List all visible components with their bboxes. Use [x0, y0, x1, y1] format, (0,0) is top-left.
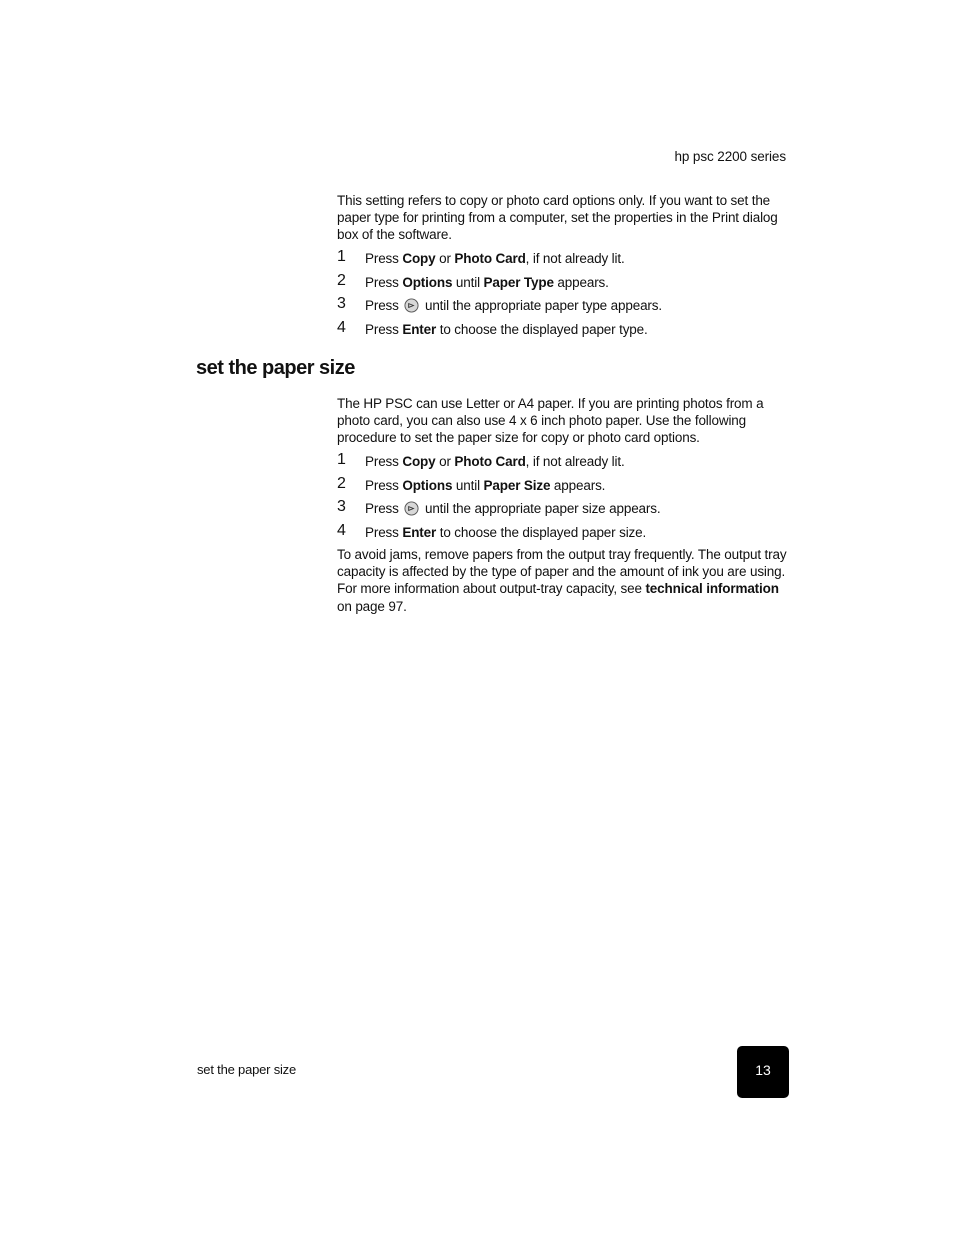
button-name: Enter [402, 524, 437, 540]
step-text: Press Options until Paper Size appears. [365, 477, 606, 493]
step-text: Press until the appropriate paper size appears. [365, 501, 661, 516]
paper-type-steps [337, 250, 789, 344]
paper-size-intro: The HP PSC can use Letter or A4 paper. If you are printing photos from a photo card, you can also use 4 x 6 inch photo paper. Use the following procedure to set the paper size for copy or photo card options. [337, 396, 764, 446]
list-item [337, 500, 789, 524]
arrow-button-icon [404, 501, 419, 516]
button-name: Photo Card [454, 251, 526, 266]
step-number: 2 [337, 474, 346, 492]
list-item [337, 318, 789, 345]
list-item [337, 453, 789, 477]
page-header: hp psc 2200 series [674, 149, 786, 164]
step-text: Press until the appropriate paper type appears. [365, 298, 662, 313]
step-number: 3 [337, 498, 346, 515]
list-item [337, 250, 789, 274]
button-name: Paper Type [483, 274, 554, 290]
step-number: 3 [337, 295, 346, 312]
step-number: 4 [337, 521, 346, 539]
page-number-badge: 13 [737, 1046, 789, 1098]
list-item [337, 474, 789, 501]
button-name: Copy [402, 454, 436, 469]
step-text: Press Copy or Photo Card, if not already lit. [365, 454, 625, 469]
step-number: 2 [337, 271, 346, 289]
button-name: Paper Size [483, 477, 551, 493]
output-tray-note: To avoid jams, remove papers from the output tray frequently. The output tray capacity is affected by the type of paper and the amount of ink you are using. For more information about output-tray capacity, see technical information on page 97. [337, 547, 787, 614]
list-item [337, 271, 789, 298]
step-text: Press Options until Paper Type appears. [365, 274, 609, 290]
step-text: Press Enter to choose the displayed paper size. [365, 524, 647, 540]
step-number: 1 [337, 248, 346, 265]
step-text: Press Enter to choose the displayed paper type. [365, 321, 648, 337]
paper-type-intro: This setting refers to copy or photo card options only. If you want to set the paper type for printing from a computer, set the properties in the Print dialog box of the software. [337, 193, 778, 243]
paper-size-steps [337, 453, 789, 547]
list-item [337, 297, 789, 321]
list-item [337, 521, 789, 548]
button-name: Options [402, 477, 453, 493]
button-name: Options [402, 274, 453, 290]
arrow-button-icon [404, 298, 419, 313]
section-title: set the paper size [196, 357, 355, 379]
button-name: Enter [402, 321, 437, 337]
button-name: Copy [402, 251, 436, 266]
step-number: 1 [337, 451, 346, 468]
button-name: Photo Card [454, 454, 526, 469]
technical-information-link[interactable]: technical information [645, 581, 779, 597]
step-number: 4 [337, 318, 346, 336]
step-text: Press Copy or Photo Card, if not already lit. [365, 251, 625, 266]
footer-section-name: set the paper size [197, 1062, 297, 1077]
